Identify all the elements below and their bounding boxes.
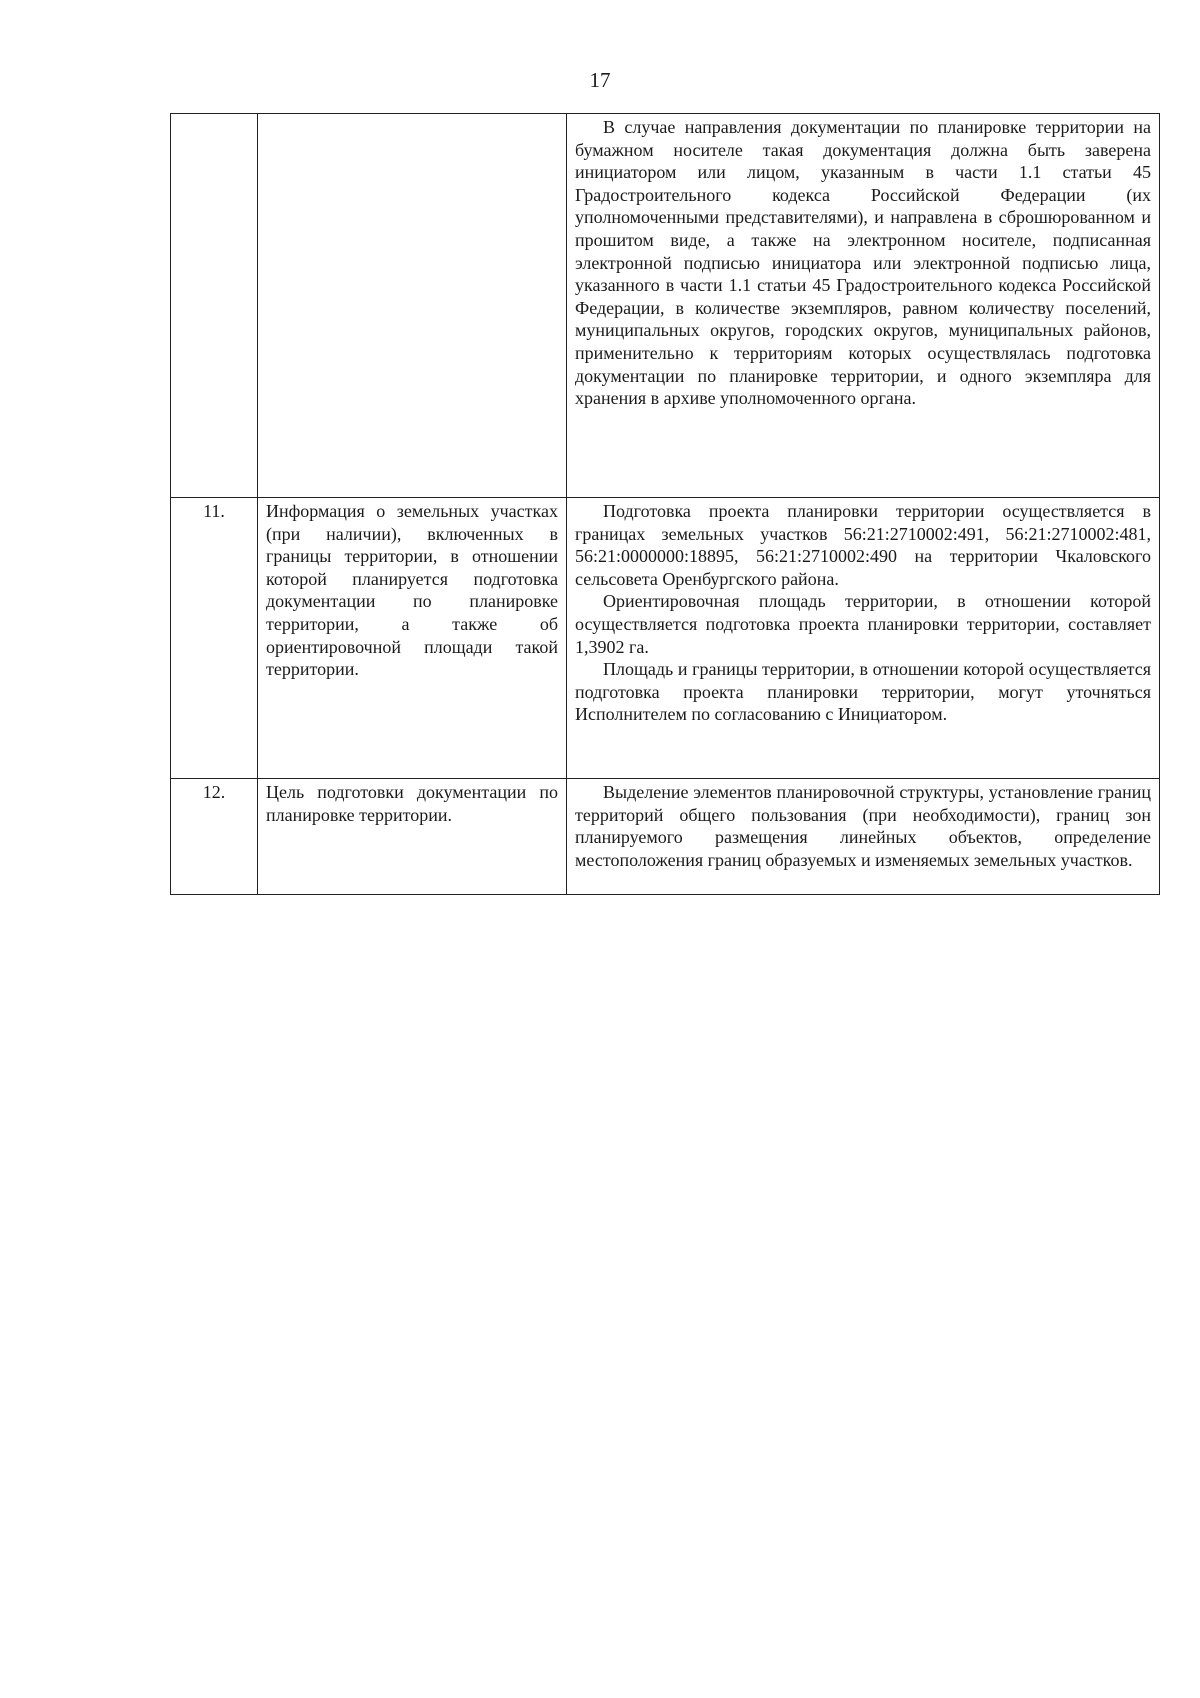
row-value-cell: [567, 779, 1160, 895]
value-paragraph: Площадь и границы территории, в отношении которой осуществляется подготовка проекта планировки территории, могут уточняться Исполнителем по согласованию с Инициатором.: [575, 659, 1151, 725]
row-name-text: Информация о земельных участках (при наличии), включенных в границы территории, в отношении которой планируется подготовка документации по планировке территории, а также об ориентировочной площади такой территории.: [266, 501, 558, 680]
value-paragraph: Выделение элементов планировочной структуры, установление границ территорий общего пользования (при необходимости), границ зон планируемого размещения линейных объектов, определение местоположения границ образуемых и изменяемых земельных участков.: [575, 782, 1151, 870]
row-number-cell: 11.: [171, 498, 258, 779]
value-paragraph: В случае направления документации по планировке территории на бумажном носителе такая документация должна быть заверена инициатором или лицом, указанным в части 1.1 статьи 45 Градостроительного кодекса Российской Федерации (их уполномоченными представителями), и направлена в сброшюрованном и прошитом виде, а также на электронном носителе, подписанная электронной подписью инициатора или электронной подписью лица, указанного в части 1.1 статьи 45 Градостроительного кодекса Российской Федерации, в количестве экземпляров, равном количеству поселений, муниципальных округов, городских округов, муниципальных районов, применительно к территориям которых осуществлялась подготовка документации по планировке территории, и одного экземпляра для хранения в архиве уполномоченного органа.: [575, 117, 1151, 409]
row-name-cell: [258, 114, 567, 498]
row-number-cell: 12.: [171, 779, 258, 895]
row-name-cell: [258, 498, 567, 779]
row-name-cell: [258, 779, 567, 895]
row-value-cell: [567, 114, 1160, 498]
row-value-cell: [567, 498, 1160, 779]
page-number: 17: [589, 68, 611, 92]
table-row: [171, 779, 1160, 895]
value-paragraph: Подготовка проекта планировки территории осуществляется в границах земельных участков 56:21:2710002:491, 56:21:2710002:481, 56:21:0000000:18895, 56:21:2710002:490 на территории Чкаловского сельсовета Оренбургского района.: [575, 501, 1151, 589]
table-row: [171, 498, 1160, 779]
row-number-cell: [171, 114, 258, 498]
table-row: [171, 114, 1160, 498]
requirements-table: [170, 113, 1160, 895]
value-paragraph: Ориентировочная площадь территории, в отношении которой осуществляется подготовка проекта планировки территории, составляет 1,3902 га.: [575, 591, 1151, 657]
row-name-text: Цель подготовки документации по планировке территории.: [266, 782, 558, 825]
